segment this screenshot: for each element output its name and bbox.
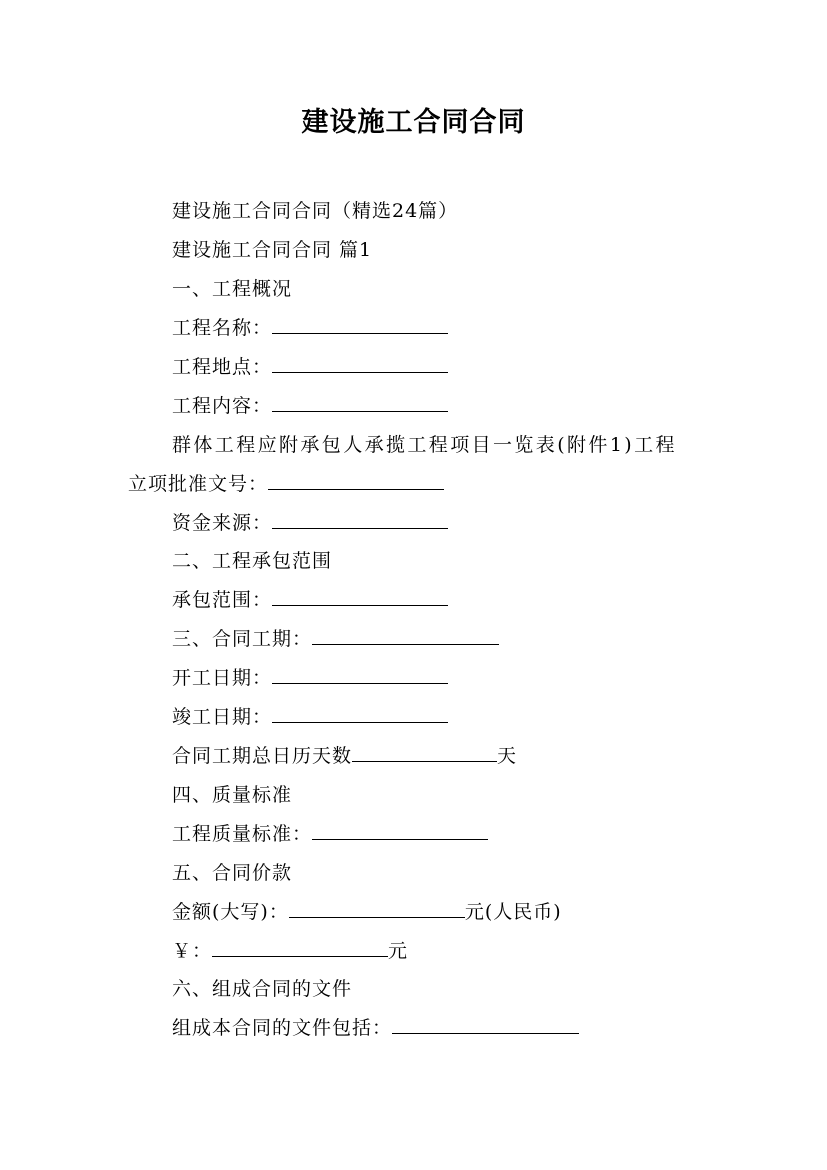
field-label: 合同工期总日历天数 — [172, 745, 353, 767]
field-label: 承包范围： — [172, 589, 273, 611]
unit-label: 元(人民币) — [464, 901, 562, 923]
field-label: 工程地点： — [172, 356, 273, 378]
line-text: 五、合同价款 — [172, 862, 293, 884]
line-text: 建设施工合同合同 篇1 — [172, 239, 373, 261]
field-label: 竣工日期： — [172, 706, 273, 728]
unit-label: 天 — [497, 745, 518, 767]
contract-subtitle — [172, 199, 458, 223]
blank-field[interactable] — [392, 1016, 579, 1034]
line-text: 一、工程概况 — [172, 278, 293, 300]
blank-field[interactable] — [289, 900, 465, 918]
blank-field[interactable] — [272, 666, 448, 684]
section-heading — [172, 549, 332, 573]
section-heading — [172, 238, 372, 262]
form-line — [172, 511, 448, 535]
blank-field[interactable] — [272, 511, 448, 529]
line-text: 群体工程应附承包人承揽工程项目一览表(附件1)工程 — [172, 434, 677, 456]
form-line — [172, 744, 517, 768]
form-line — [172, 939, 408, 963]
form-line — [172, 822, 488, 846]
form-line — [172, 627, 499, 651]
form-line — [128, 472, 444, 496]
field-label: 工程名称： — [172, 317, 273, 339]
blank-field[interactable] — [272, 316, 448, 334]
form-line — [172, 394, 448, 418]
blank-field[interactable] — [352, 744, 497, 762]
field-label: 三、合同工期： — [172, 628, 313, 650]
section-heading — [172, 977, 352, 1001]
field-label: 资金来源： — [172, 512, 273, 534]
form-line — [172, 705, 448, 729]
unit-label: 元 — [388, 940, 409, 962]
field-label: 工程内容： — [172, 395, 273, 417]
form-line — [172, 1016, 579, 1040]
field-label: 工程质量标准： — [172, 823, 313, 845]
blank-field[interactable] — [272, 588, 448, 606]
blank-field[interactable] — [272, 705, 448, 723]
form-line — [172, 355, 448, 379]
line-text: 四、质量标准 — [172, 784, 293, 806]
blank-field[interactable] — [312, 822, 488, 840]
blank-field[interactable] — [312, 627, 499, 645]
blank-field[interactable] — [272, 355, 448, 373]
document-title: 建设施工合同合同 — [301, 107, 526, 138]
field-label: 金额(大写)： — [172, 901, 289, 923]
paragraph-line — [172, 433, 677, 457]
form-line — [172, 588, 448, 612]
field-label: ￥： — [172, 940, 213, 962]
section-heading — [172, 861, 292, 885]
form-line — [172, 900, 562, 924]
field-label: 开工日期： — [172, 667, 273, 689]
section-heading — [172, 277, 292, 301]
blank-field[interactable] — [212, 939, 388, 957]
line-text: 六、组成合同的文件 — [172, 978, 353, 1000]
blank-field[interactable] — [272, 394, 448, 412]
line-text: 建设施工合同合同（精选24篇） — [172, 200, 459, 222]
form-line — [172, 316, 448, 340]
blank-field[interactable] — [268, 472, 444, 490]
form-line — [172, 666, 448, 690]
section-heading — [172, 783, 292, 807]
field-label: 组成本合同的文件包括： — [172, 1017, 393, 1039]
line-text: 二、工程承包范围 — [172, 550, 333, 572]
field-label: 立项批准文号： — [128, 473, 269, 495]
